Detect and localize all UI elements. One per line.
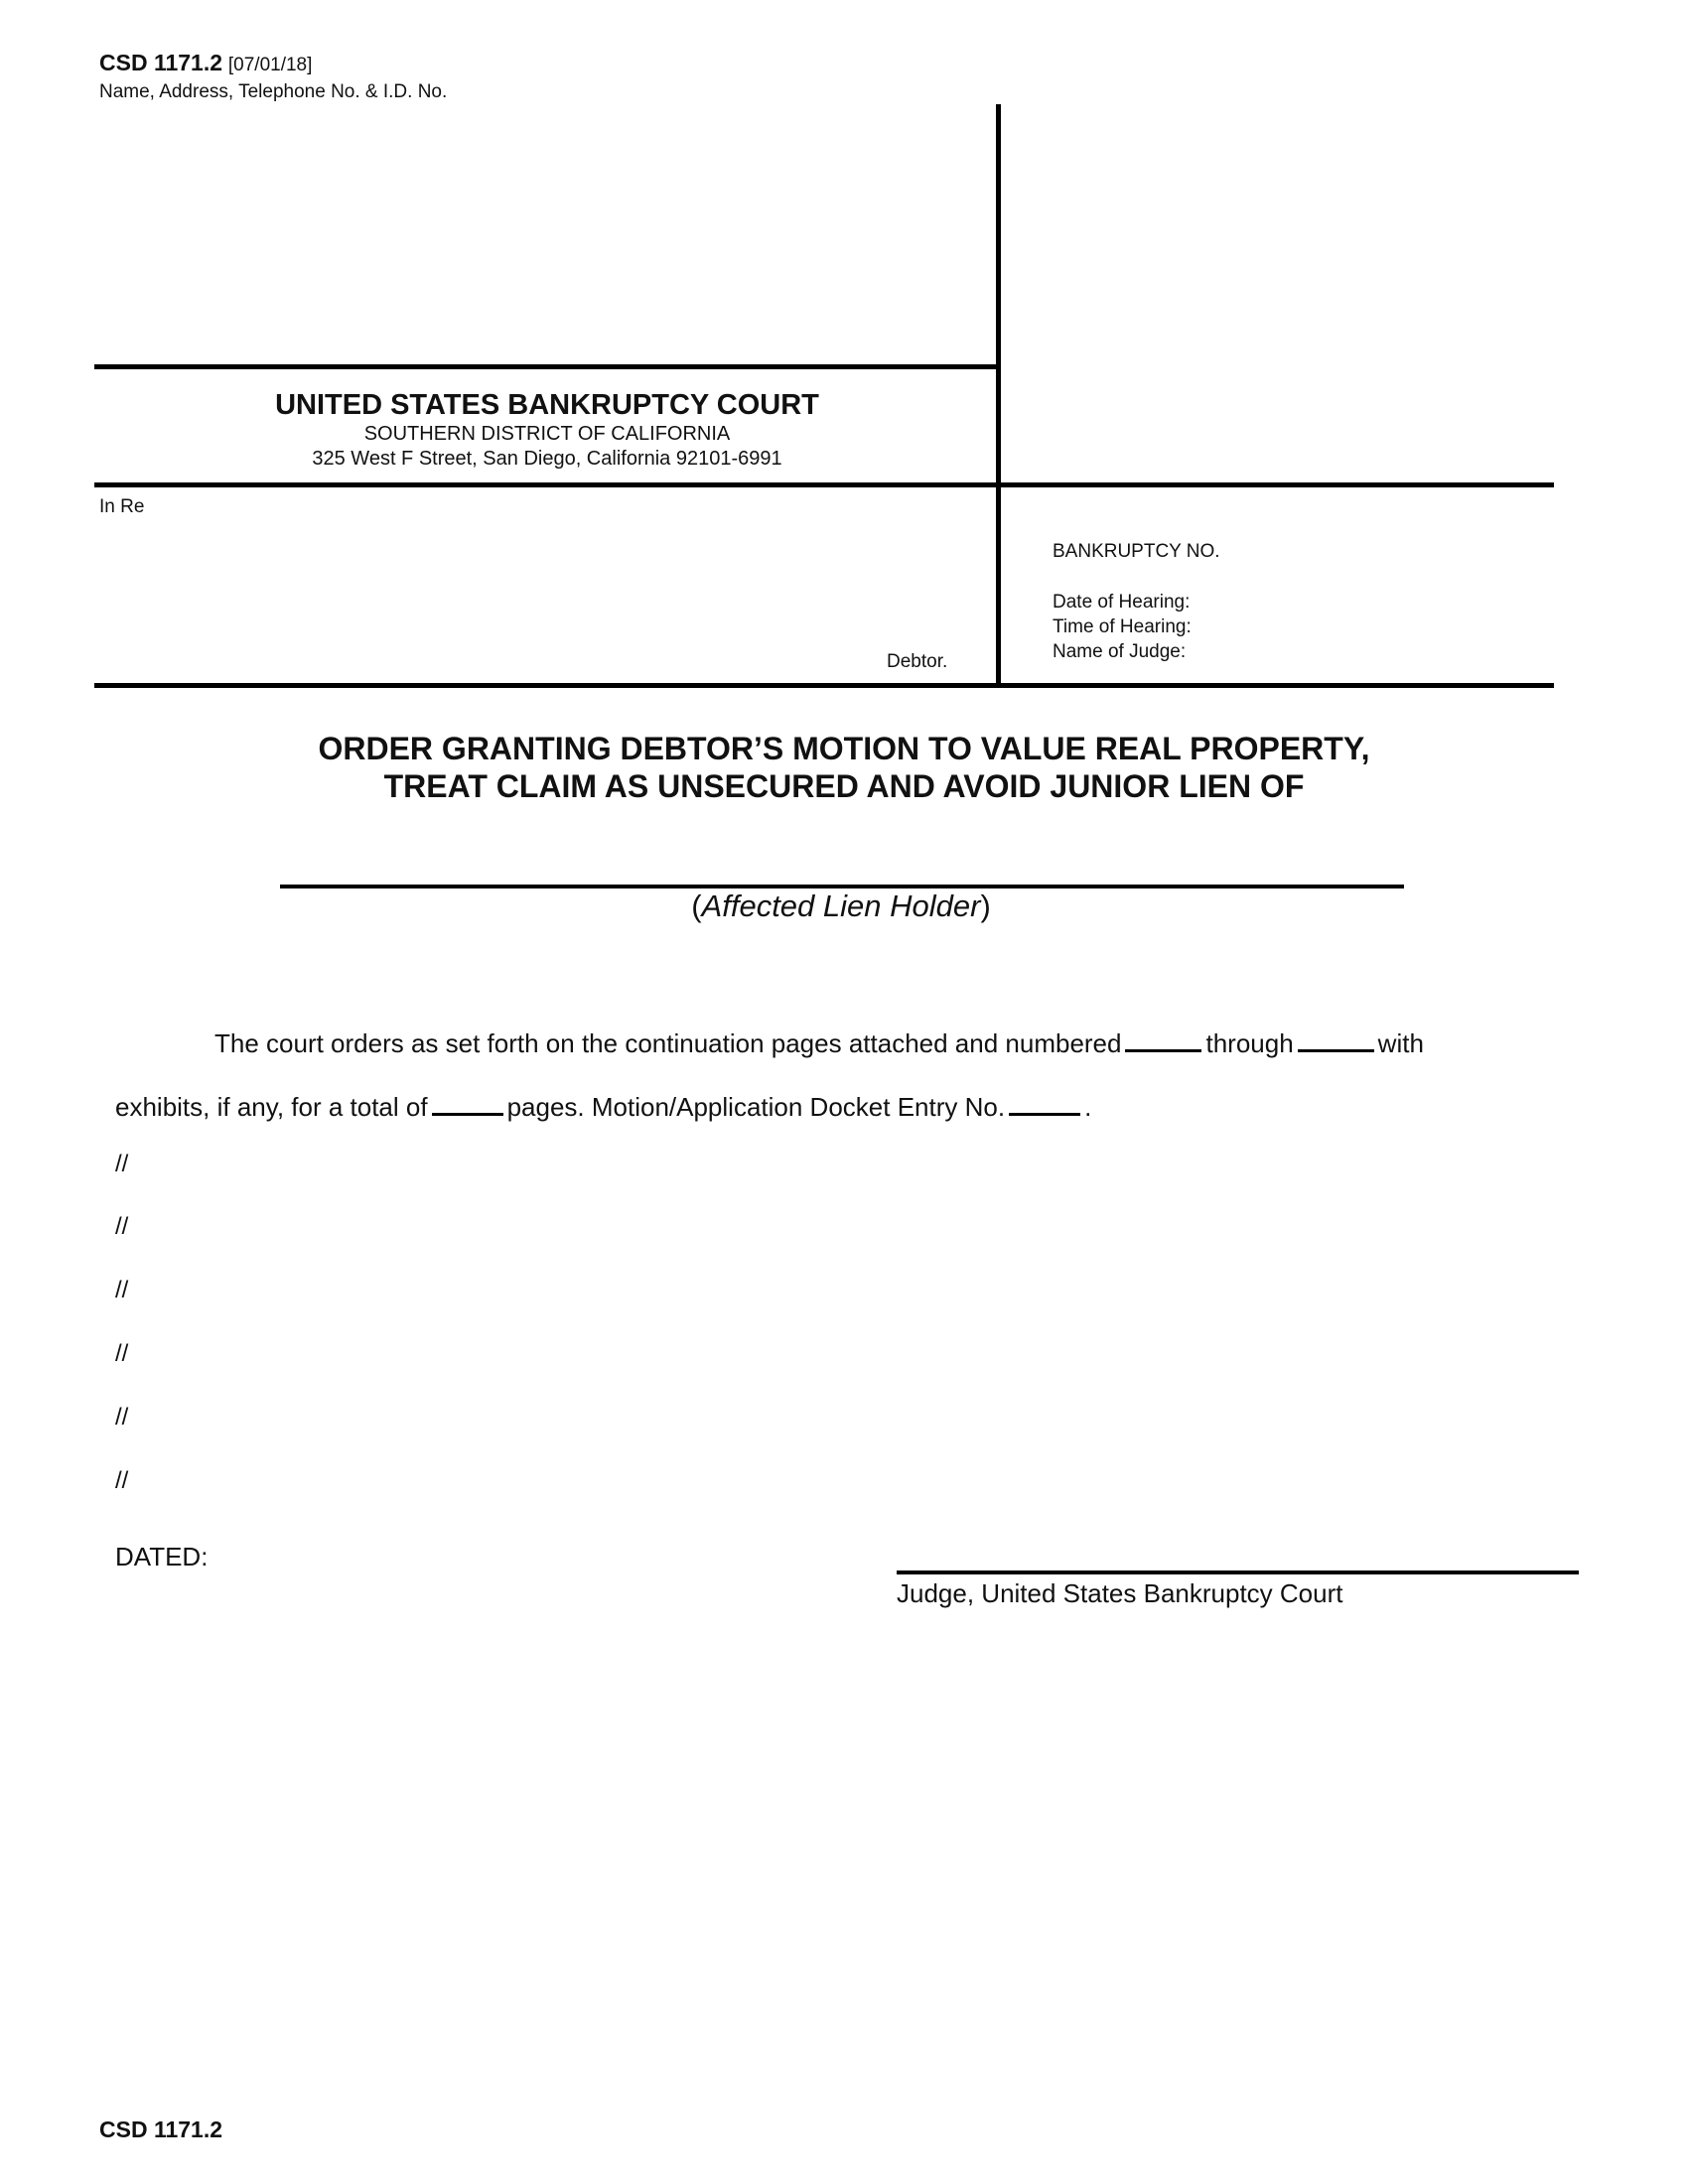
name-of-judge-label: Name of Judge:	[1053, 641, 1187, 662]
court-address: 325 West F Street, San Diego, California 92101-6991	[312, 448, 782, 470]
continuation-slash: //	[115, 1404, 129, 1431]
attorney-info-label: Name, Address, Telephone No. & I.D. No.	[99, 81, 448, 102]
court-district: SOUTHERN DISTRICT OF CALIFORNIA	[363, 423, 731, 445]
dated-label: DATED:	[115, 1542, 209, 1571]
order-title-line-2: TREAT CLAIM AS UNSECURED AND AVOID JUNIOR LIEN OF	[383, 768, 1305, 804]
page-from-blank[interactable]	[1125, 1025, 1201, 1052]
form-id	[99, 50, 312, 76]
date-of-hearing-label: Date of Hearing:	[1053, 592, 1191, 613]
continuation-slash: //	[115, 1213, 129, 1240]
order-paragraph-line-2: exhibits, if any, for a total of pages. Motion/Application Docket Entry No. .	[115, 1089, 1091, 1123]
order-paragraph-line-1: The court orders as set forth on the continuation pages attached and numbered through with	[214, 1025, 1424, 1059]
continuation-slash: //	[115, 1277, 129, 1303]
lien-holder-caption: (Affected Lien Holder)	[691, 888, 991, 923]
order-title	[94, 730, 1594, 805]
page-to-blank[interactable]	[1298, 1025, 1374, 1052]
court-name: UNITED STATES BANKRUPTCY COURT	[275, 389, 819, 421]
dated-field[interactable]	[218, 1539, 616, 1572]
footer-form-number: CSD 1171.2	[99, 2116, 223, 2142]
debtor-name-field[interactable]	[94, 521, 988, 655]
judge-signature-label: Judge, United States Bankruptcy Court	[897, 1578, 1343, 1608]
continuation-slash: //	[115, 1340, 129, 1367]
judge-signature-line[interactable]	[897, 1570, 1579, 1574]
form-revision: [07/01/18]	[227, 55, 313, 75]
court-top-rule	[94, 364, 998, 369]
order-title-line-1: ORDER GRANTING DEBTOR’S MOTION TO VALUE REAL PROPERTY,	[318, 731, 1370, 766]
caption-bottom-rule	[94, 683, 1554, 688]
time-of-hearing-label: Time of Hearing:	[1053, 616, 1192, 637]
attorney-info-field[interactable]	[94, 109, 988, 357]
in-re-label: In Re	[99, 496, 145, 517]
bankruptcy-no-label: BANKRUPTCY NO.	[1053, 541, 1220, 562]
form-number: CSD 1171.2	[99, 50, 223, 75]
debtor-label: Debtor.	[887, 651, 948, 672]
continuation-slash: //	[115, 1151, 129, 1177]
lien-holder-label: Affected Lien Holder	[701, 888, 981, 923]
caption-top-rule	[94, 482, 1554, 487]
continuation-slash: //	[115, 1467, 129, 1494]
docket-entry-blank[interactable]	[1009, 1089, 1080, 1116]
total-pages-blank[interactable]	[432, 1089, 503, 1116]
